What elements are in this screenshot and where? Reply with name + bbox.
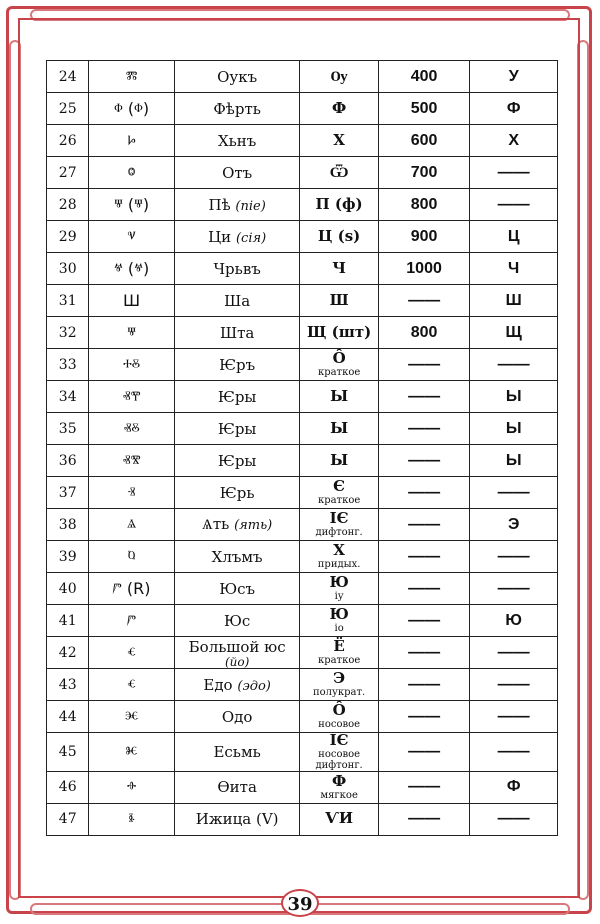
letter-name — [174, 477, 300, 509]
cyrillic-letter-text: Ȏ — [332, 701, 346, 720]
cyrillic-letter — [300, 221, 378, 253]
letter-name-text: Хьнъ — [217, 131, 257, 150]
letter-name-text: Ѥры — [217, 387, 257, 406]
row-number: 43 — [47, 669, 89, 701]
cyrillic-letter-text: Х — [333, 130, 345, 149]
cyrillic-letter-text: Ѹ — [330, 66, 348, 85]
numeric-value: —— — [378, 285, 470, 317]
letter-name — [174, 61, 300, 93]
numeric-value: —— — [378, 541, 470, 573]
cyrillic-letter-text: Ȏ — [332, 349, 346, 368]
alphabet-table-body — [47, 61, 558, 836]
numeric-value: —— — [378, 381, 470, 413]
modern-letter: Ш — [470, 285, 558, 317]
row-number: 38 — [47, 509, 89, 541]
letter-name-text: Оукъ — [217, 67, 258, 86]
glagolitic-letter: ⰿ — [89, 61, 174, 93]
letter-name-text: Чрьвъ — [213, 259, 261, 278]
letter-name-text: Ѳита — [217, 778, 257, 797]
modern-letter: Э — [470, 509, 558, 541]
letter-name — [174, 701, 300, 733]
table-row — [47, 669, 558, 701]
table-row — [47, 477, 558, 509]
row-number: 33 — [47, 349, 89, 381]
cyrillic-letter — [300, 605, 378, 637]
cyrillic-letter-text: Ѿ — [329, 162, 349, 181]
table-row — [47, 605, 558, 637]
table-row — [47, 189, 558, 221]
numeric-value: 800 — [378, 189, 470, 221]
glagolitic-letter: ⱏⰹ — [89, 381, 174, 413]
cyrillic-letter-text: Ю — [329, 605, 349, 624]
cyrillic-letter-note: носовое — [318, 718, 361, 730]
letter-name-text: Едо — [203, 675, 233, 694]
cyrillic-letter-text: П (ф) — [315, 194, 363, 213]
letter-name-text: Ци — [208, 227, 232, 246]
row-number: 46 — [47, 771, 89, 803]
row-number: 47 — [47, 803, 89, 835]
cyrillic-letter — [300, 637, 378, 669]
table-row — [47, 61, 558, 93]
modern-letter: —— — [470, 637, 558, 669]
numeric-value: —— — [378, 701, 470, 733]
letter-name-text: Ша — [224, 291, 251, 310]
modern-letter: Ф — [470, 93, 558, 125]
cyrillic-letter — [300, 541, 378, 573]
letter-name — [174, 93, 300, 125]
row-number: 35 — [47, 413, 89, 445]
modern-letter: —— — [470, 573, 558, 605]
glagolitic-letter: ⱋ — [89, 317, 174, 349]
numeric-value: —— — [378, 477, 470, 509]
row-number: 27 — [47, 157, 89, 189]
glagolitic-letter: ⱐ — [89, 477, 174, 509]
table-row — [47, 157, 558, 189]
cyrillic-letter — [300, 669, 378, 701]
glagolitic-letter: ⱑ — [89, 509, 174, 541]
glagolitic-letter: ⱌ — [89, 221, 174, 253]
numeric-value: 1000 — [378, 253, 470, 285]
numeric-value: —— — [378, 669, 470, 701]
row-number: 44 — [47, 701, 89, 733]
cyrillic-letter — [300, 93, 378, 125]
table-row — [47, 285, 558, 317]
letter-name — [174, 413, 300, 445]
letter-name-text: Одо — [221, 707, 253, 726]
letter-name-text: Фѣрть — [213, 99, 261, 118]
letter-name-text: Ѧть — [202, 515, 230, 533]
glagolitic-letter: ⰰⰻ — [89, 349, 174, 381]
modern-letter: —— — [470, 477, 558, 509]
cyrillic-letter-text: Є — [333, 477, 346, 496]
cyrillic-letter-text: Ю — [329, 573, 349, 592]
numeric-value: —— — [378, 771, 470, 803]
cyrillic-letter-text: Ы — [330, 450, 349, 469]
table-row — [47, 541, 558, 573]
glagolitic-letter: ⱉ — [89, 157, 174, 189]
letter-name-text: Хлъмъ — [211, 547, 263, 566]
modern-letter: —— — [470, 189, 558, 221]
cyrillic-letter — [300, 317, 378, 349]
glagolitic-letter: ⱛ — [89, 803, 174, 835]
table-row — [47, 221, 558, 253]
letter-name-text: Отъ — [222, 163, 253, 182]
letter-name — [174, 317, 300, 349]
cyrillic-letter — [300, 509, 378, 541]
letter-name — [174, 285, 300, 317]
modern-letter: Ы — [470, 413, 558, 445]
cyrillic-letter-note: іу — [334, 590, 344, 602]
cyrillic-letter-note: краткое — [317, 366, 361, 378]
table-row — [47, 573, 558, 605]
cyrillic-letter-note: іо — [334, 622, 344, 634]
cyrillic-letter — [300, 125, 378, 157]
modern-letter: —— — [470, 541, 558, 573]
glagolitic-letter: ⱋ (ⱋ) — [89, 189, 174, 221]
modern-letter: —— — [470, 349, 558, 381]
modern-letter: У — [470, 61, 558, 93]
row-number: 42 — [47, 637, 89, 669]
letter-name-text: Юс — [223, 611, 251, 630]
cyrillic-letter-text: ѴИ — [325, 809, 354, 828]
cyrillic-letter-text: Ш — [329, 290, 349, 309]
table-row — [47, 349, 558, 381]
numeric-value: —— — [378, 413, 470, 445]
modern-letter: —— — [470, 701, 558, 733]
letter-name — [174, 445, 300, 477]
modern-letter: Щ — [470, 317, 558, 349]
cyrillic-letter-text: Щ (шт) — [306, 322, 372, 341]
glagolitic-letter: ⱏⰻ — [89, 413, 174, 445]
letter-name-text: Ѥръ — [219, 355, 256, 374]
modern-letter: Ы — [470, 445, 558, 477]
alphabet-table — [46, 60, 558, 836]
row-number: 37 — [47, 477, 89, 509]
letter-name-text: Ѥрь — [219, 483, 255, 502]
numeric-value: 400 — [378, 61, 470, 93]
table-row — [47, 317, 558, 349]
table-row — [47, 771, 558, 803]
cyrillic-letter-note: краткое — [317, 494, 361, 506]
row-number: 40 — [47, 573, 89, 605]
letter-name — [174, 125, 300, 157]
letter-name — [174, 605, 300, 637]
cyrillic-letter-note: носовое дифтонг. — [315, 748, 363, 771]
letter-name-note: (піе) — [235, 198, 266, 214]
cyrillic-letter — [300, 253, 378, 285]
numeric-value: —— — [378, 605, 470, 637]
cyrillic-letter — [300, 285, 378, 317]
table-row — [47, 93, 558, 125]
cyrillic-letter — [300, 349, 378, 381]
row-number: 30 — [47, 253, 89, 285]
row-number: 24 — [47, 61, 89, 93]
modern-letter: Ф — [470, 771, 558, 803]
numeric-value: —— — [378, 445, 470, 477]
table-row — [47, 413, 558, 445]
modern-letter: Ч — [470, 253, 558, 285]
cyrillic-letter — [300, 573, 378, 605]
modern-letter: —— — [470, 157, 558, 189]
page-number: 39 — [281, 889, 319, 917]
letter-name — [174, 157, 300, 189]
letter-name-text: Юсъ — [219, 579, 256, 598]
row-number: 45 — [47, 733, 89, 772]
modern-letter: Ю — [470, 605, 558, 637]
letter-name — [174, 771, 300, 803]
letter-name — [174, 573, 300, 605]
letter-name — [174, 733, 300, 772]
cyrillic-letter — [300, 413, 378, 445]
row-number: 36 — [47, 445, 89, 477]
glagolitic-letter: ⱔ — [89, 637, 174, 669]
glagolitic-letter: ⱗ — [89, 701, 174, 733]
row-number: 32 — [47, 317, 89, 349]
table-row — [47, 381, 558, 413]
numeric-value: —— — [378, 573, 470, 605]
glagolitic-letter: ⱇ (ⱇ) — [89, 93, 174, 125]
cyrillic-letter — [300, 381, 378, 413]
table-row — [47, 445, 558, 477]
numeric-value: 600 — [378, 125, 470, 157]
table-row — [47, 701, 558, 733]
row-number: 29 — [47, 221, 89, 253]
numeric-value: 500 — [378, 93, 470, 125]
cyrillic-letter-text: Ц (ѕ) — [317, 226, 361, 245]
letter-name — [174, 189, 300, 221]
numeric-value: 900 — [378, 221, 470, 253]
row-number: 26 — [47, 125, 89, 157]
glagolitic-letter: ⱏⰺ — [89, 445, 174, 477]
numeric-value: —— — [378, 637, 470, 669]
cyrillic-letter-note: мягкое — [320, 789, 358, 801]
cyrillic-letter-text: Ы — [330, 386, 349, 405]
letter-name — [174, 253, 300, 285]
letter-name-note: (ять) — [234, 518, 273, 533]
letter-name — [174, 803, 300, 835]
cyrillic-letter — [300, 477, 378, 509]
glagolitic-letter: ⱓ — [89, 605, 174, 637]
cyrillic-letter-note: краткое — [317, 654, 361, 666]
modern-letter: Ц — [470, 221, 558, 253]
letter-name-note: (сія) — [235, 230, 267, 246]
table-row — [47, 803, 558, 835]
glagolitic-letter: ⱔ — [89, 669, 174, 701]
cyrillic-letter-note: придых. — [317, 558, 361, 570]
cyrillic-letter-text: ІЄ — [329, 731, 349, 749]
glagolitic-letter: ⱍ (ⱍ) — [89, 253, 174, 285]
cyrillic-letter-text: Ё — [333, 637, 345, 656]
modern-letter: —— — [470, 803, 558, 835]
letter-name-text: Пѣ — [208, 195, 231, 214]
table-row — [47, 509, 558, 541]
row-number: 28 — [47, 189, 89, 221]
cyrillic-letter — [300, 733, 378, 772]
letter-name — [174, 637, 300, 669]
cyrillic-letter-note: дифтонг. — [315, 526, 363, 538]
row-number: 34 — [47, 381, 89, 413]
glagolitic-letter: ⱓ (R) — [89, 573, 174, 605]
letter-name-text: Шта — [219, 323, 255, 342]
letter-name — [174, 221, 300, 253]
letter-name-note: (йо) — [224, 654, 250, 669]
glagolitic-letter: ⱘ — [89, 733, 174, 772]
modern-letter: —— — [470, 669, 558, 701]
cyrillic-letter-text: Х — [333, 541, 345, 560]
cyrillic-letter-note: полукрат. — [312, 686, 366, 698]
letter-name — [174, 349, 300, 381]
letter-name-text: Ѥры — [217, 419, 257, 438]
numeric-value: —— — [378, 803, 470, 835]
numeric-value: —— — [378, 509, 470, 541]
cyrillic-letter-text: Ф — [331, 771, 347, 790]
letter-name-text: Ижица (V) — [195, 810, 279, 829]
cyrillic-letter-text: Ф — [331, 98, 347, 117]
row-number: 39 — [47, 541, 89, 573]
numeric-value: 800 — [378, 317, 470, 349]
letter-name — [174, 541, 300, 573]
numeric-value: —— — [378, 349, 470, 381]
cyrillic-letter — [300, 61, 378, 93]
numeric-value: —— — [378, 733, 470, 772]
cyrillic-letter — [300, 803, 378, 835]
letter-name-text: Большой юс — [188, 637, 286, 656]
cyrillic-letter-text: Ы — [330, 418, 349, 437]
table-row — [47, 637, 558, 669]
cyrillic-letter — [300, 157, 378, 189]
cyrillic-letter-text: Ч — [332, 258, 346, 277]
numeric-value: 700 — [378, 157, 470, 189]
glagolitic-letter: Ш — [89, 285, 174, 317]
letter-name-text: Есьмь — [213, 742, 261, 761]
row-number: 25 — [47, 93, 89, 125]
table-row — [47, 733, 558, 772]
letter-name-text: Ѥры — [217, 451, 257, 470]
cyrillic-letter — [300, 771, 378, 803]
modern-letter: —— — [470, 733, 558, 772]
table-row — [47, 125, 558, 157]
cyrillic-letter-text: ІЄ — [329, 509, 349, 528]
letter-name — [174, 509, 300, 541]
cyrillic-letter — [300, 189, 378, 221]
table-row — [47, 253, 558, 285]
letter-name — [174, 381, 300, 413]
glagolitic-letter: ⱈ — [89, 125, 174, 157]
letter-name — [174, 669, 300, 701]
row-number: 41 — [47, 605, 89, 637]
row-number: 31 — [47, 285, 89, 317]
cyrillic-letter-text: Э — [333, 669, 346, 688]
cyrillic-letter — [300, 701, 378, 733]
modern-letter: Х — [470, 125, 558, 157]
glagolitic-letter: ⱒ — [89, 541, 174, 573]
glagolitic-letter: ⱚ — [89, 771, 174, 803]
letter-name-note: (эдо) — [237, 678, 271, 694]
cyrillic-letter — [300, 445, 378, 477]
modern-letter: Ы — [470, 381, 558, 413]
